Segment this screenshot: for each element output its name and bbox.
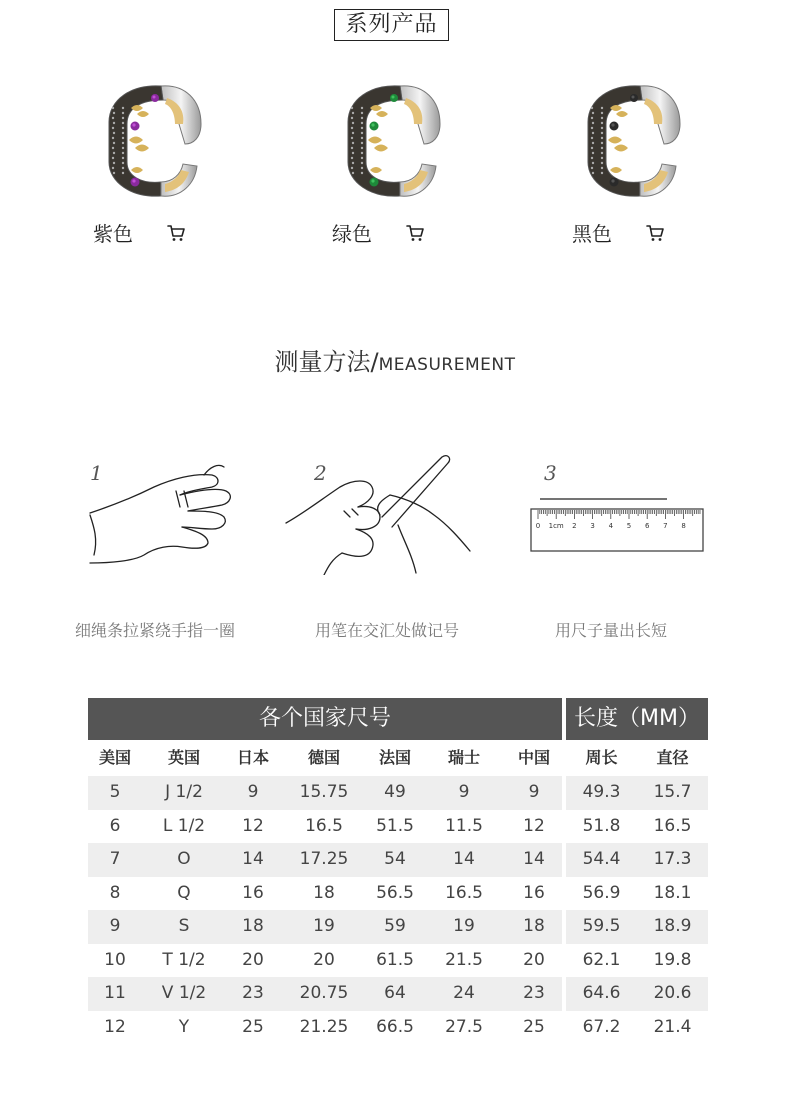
table-cell: 64.6 (566, 977, 637, 1011)
table-cell: 16.5 (305, 815, 343, 836)
table-row (88, 776, 708, 810)
table-cell: 7 (88, 843, 142, 877)
table-cell: 15.75 (280, 776, 368, 810)
table-cell: 11 (88, 977, 142, 1011)
ruler-label: 2 (572, 522, 577, 530)
column-header: 英国 (167, 748, 200, 767)
table-cell: 17.3 (637, 843, 708, 877)
table-cell: 10 (104, 949, 126, 970)
table-cell: S (142, 910, 226, 944)
table-cell: 59 (368, 910, 422, 944)
table-cell: 16 (242, 882, 264, 903)
table-header-row (88, 740, 708, 776)
table-cell: 21.5 (445, 949, 483, 970)
table-cell: 18 (313, 882, 335, 903)
ruler-label: 4 (608, 522, 614, 530)
table-cell: 9 (88, 910, 142, 944)
table-cell: 66.5 (376, 1016, 414, 1037)
table-cell: Q (177, 882, 191, 903)
table-row (88, 877, 708, 911)
table-row (88, 810, 708, 844)
table-cell: 14 (506, 843, 562, 877)
table-cell: 56.9 (582, 882, 621, 903)
column-header: 中国 (517, 748, 550, 767)
table-cell: 20.75 (280, 977, 368, 1011)
step-3-caption: 用尺子量出长短 (554, 621, 667, 640)
table-cell: 62.1 (582, 949, 621, 970)
table-cell: 23 (506, 977, 562, 1011)
table-cell: 12 (523, 815, 545, 836)
measurement-title (0, 342, 790, 377)
table-cell: 51.8 (582, 815, 621, 836)
ruler-label: 5 (626, 522, 632, 530)
table-cell: 12 (242, 815, 264, 836)
table-cell: 17.25 (280, 843, 368, 877)
column-header: 德国 (307, 748, 340, 767)
size-table-group-header (88, 698, 708, 740)
table-row (88, 944, 708, 978)
product-caption (93, 218, 213, 247)
cart-icon[interactable] (406, 224, 424, 242)
table-cell: 16.5 (445, 882, 483, 903)
ring-icon (580, 78, 684, 202)
table-cell: 19 (280, 910, 368, 944)
column-header: 美国 (98, 748, 131, 767)
country-sizes-header: 各个国家尺号 (88, 698, 562, 740)
column-header: 周长 (585, 748, 618, 767)
product-color-label: 绿色 (332, 222, 372, 246)
table-cell: 21.4 (653, 1016, 692, 1037)
table-cell: 54.4 (566, 843, 637, 877)
table-cell: 61.5 (376, 949, 414, 970)
column-header: 瑞士 (447, 748, 480, 767)
step-1-number: 1 (90, 461, 103, 485)
column-header: 法国 (378, 748, 411, 767)
step-3-illustration (520, 455, 720, 575)
table-row (88, 1011, 708, 1045)
ruler-label: 1cm (548, 522, 564, 530)
table-cell: 64 (368, 977, 422, 1011)
table-cell: O (142, 843, 226, 877)
step-2-number: 2 (314, 461, 327, 485)
table-cell: 11.5 (445, 815, 483, 836)
table-cell: 25 (242, 1016, 264, 1037)
product-caption (332, 218, 452, 247)
table-cell: 49 (368, 776, 422, 810)
cart-icon[interactable] (167, 224, 185, 242)
table-cell: 20 (313, 949, 335, 970)
length-mm-header: 长度（MM） (566, 698, 708, 740)
step-3-number: 3 (544, 461, 557, 485)
table-cell: 24 (422, 977, 506, 1011)
table-cell: 25 (523, 1016, 545, 1037)
table-cell: 20 (523, 949, 545, 970)
table-cell: 16.5 (653, 815, 692, 836)
table-cell: 9 (226, 776, 280, 810)
table-cell: 20.6 (637, 977, 708, 1011)
column-header: 日本 (236, 748, 269, 767)
table-cell: 19.8 (653, 949, 692, 970)
product-color-label: 紫色 (93, 222, 133, 246)
product-caption (572, 218, 692, 247)
ruler-label: 6 (644, 522, 650, 530)
table-cell: 27.5 (445, 1016, 483, 1037)
measurement-title-cn: 测量方法/ (274, 348, 379, 376)
product-item[interactable] (572, 78, 692, 247)
table-cell: 67.2 (582, 1016, 621, 1037)
table-cell: T 1/2 (162, 949, 206, 970)
hand-string-icon (84, 455, 284, 575)
table-cell: 14 (422, 843, 506, 877)
series-title: 系列产品 (334, 9, 449, 41)
size-table (88, 698, 708, 1044)
table-cell: 6 (109, 815, 121, 836)
step-1-caption: 细绳条拉紧绕手指一圈 (74, 621, 235, 640)
product-item[interactable] (93, 78, 213, 247)
step-2-illustration (284, 455, 484, 575)
table-cell: 15.7 (637, 776, 708, 810)
product-item[interactable] (332, 78, 452, 247)
table-cell: 19 (422, 910, 506, 944)
ruler-label: 8 (681, 522, 686, 530)
table-row (88, 910, 708, 944)
table-cell: 21.25 (299, 1016, 349, 1037)
ring-icon (101, 78, 205, 202)
table-cell: 18 (506, 910, 562, 944)
ruler-label: 0 (535, 522, 541, 530)
table-cell: 23 (226, 977, 280, 1011)
step-1-illustration (84, 455, 284, 575)
table-cell: 9 (422, 776, 506, 810)
ruler-label: 3 (590, 522, 595, 530)
table-cell: 49.3 (566, 776, 637, 810)
table-row (88, 977, 708, 1011)
table-cell: 18.1 (653, 882, 692, 903)
table-cell: 18 (226, 910, 280, 944)
table-cell: 5 (88, 776, 142, 810)
column-header: 直径 (656, 748, 689, 767)
step-2-caption: 用笔在交汇处做记号 (314, 621, 459, 640)
table-row (88, 843, 708, 877)
ruler-label: 7 (663, 522, 668, 530)
table-cell: 20 (242, 949, 264, 970)
table-cell: 9 (506, 776, 562, 810)
table-cell: 16 (523, 882, 545, 903)
product-color-label: 黑色 (572, 222, 612, 246)
table-cell: 51.5 (376, 815, 414, 836)
table-cell: 18.9 (637, 910, 708, 944)
table-cell: V 1/2 (142, 977, 226, 1011)
table-cell: 8 (109, 882, 121, 903)
table-cell: L 1/2 (162, 815, 206, 836)
ring-icon (340, 78, 444, 202)
cart-icon[interactable] (646, 224, 664, 242)
table-cell: 12 (104, 1016, 126, 1037)
table-cell: J 1/2 (142, 776, 226, 810)
measurement-title-en: MEASUREMENT (378, 355, 516, 375)
table-cell: Y (178, 1016, 190, 1037)
table-cell: 14 (226, 843, 280, 877)
table-cell: 59.5 (566, 910, 637, 944)
table-cell: 56.5 (376, 882, 414, 903)
table-cell: 54 (368, 843, 422, 877)
